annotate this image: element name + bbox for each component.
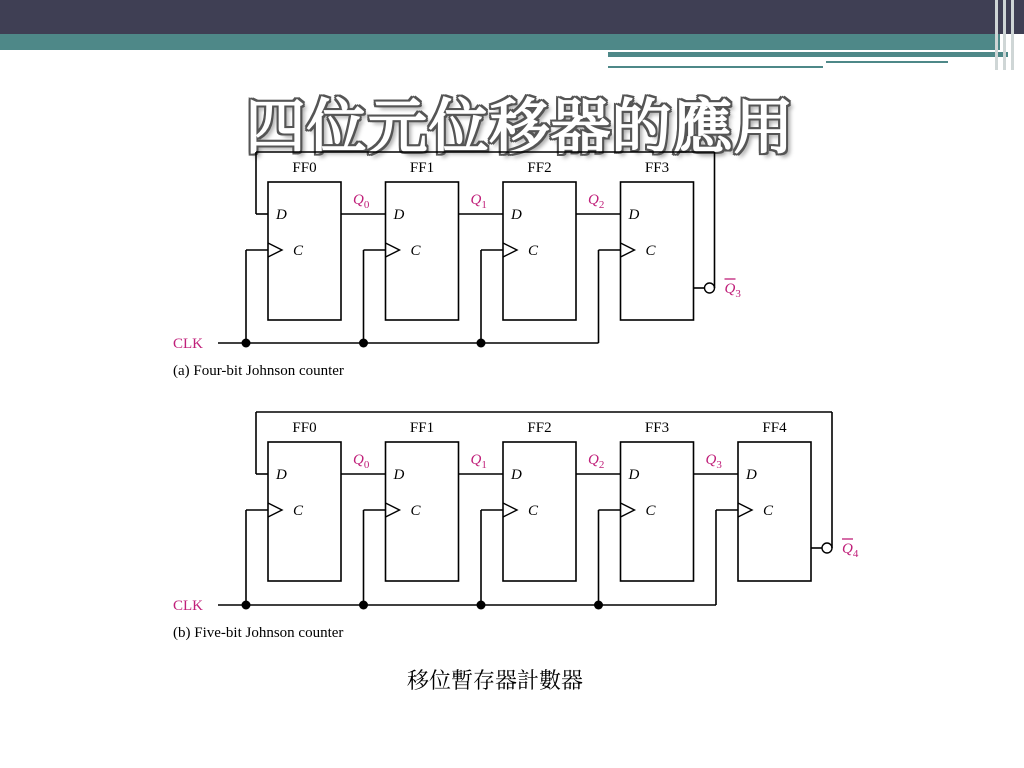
- q-output-label: $Q_2$: [588, 192, 605, 211]
- pin-d-label: D: [511, 207, 522, 223]
- flip-flop-name: FF4: [762, 420, 787, 436]
- q-output-label: $Q_3$: [705, 452, 722, 471]
- slide-caption: 移位暫存器計數器: [406, 669, 583, 694]
- flip-flop-name: FF2: [527, 420, 552, 436]
- q-output-label: $Q_0$: [353, 452, 370, 471]
- junction-dot: [359, 339, 368, 348]
- flip-flop-name: FF0: [292, 420, 317, 436]
- pin-c-label: C: [528, 243, 539, 259]
- clk-label: CLK: [173, 598, 203, 614]
- pin-c-label: C: [410, 503, 421, 519]
- pin-d-label: D: [393, 207, 405, 223]
- clk-label: CLK: [173, 336, 203, 352]
- flip-flop-name: FF3: [644, 160, 670, 176]
- q-output-label: $Q_0$: [353, 192, 370, 211]
- junction-dot: [477, 339, 486, 348]
- junction-dot: [242, 601, 251, 610]
- pin-c-label: C: [293, 243, 304, 259]
- q-bar-feedback-label: $Q_3$: [724, 281, 741, 300]
- junction-dot: [594, 601, 603, 610]
- q-bar-feedback-label: $Q_4$: [842, 541, 859, 560]
- pin-d-label: D: [276, 467, 287, 483]
- pin-c-label: C: [293, 503, 304, 519]
- junction-dot: [477, 601, 486, 610]
- inverter-bubble: [705, 283, 715, 293]
- q-output-label: $Q_1$: [470, 192, 487, 211]
- pin-d-label: D: [628, 207, 640, 223]
- pin-c-label: C: [528, 503, 539, 519]
- pin-d-label: D: [746, 467, 757, 483]
- pin-d-label: D: [628, 467, 640, 483]
- slide-title: 四位元位移器的應用: [245, 93, 795, 163]
- pin-c-label: C: [645, 503, 656, 519]
- flip-flop-name: FF1: [409, 160, 435, 176]
- pin-c-label: C: [645, 243, 656, 259]
- pin-d-label: D: [393, 467, 405, 483]
- diagram-label: (b) Five-bit Johnson counter: [173, 625, 344, 641]
- diagram-label: (a) Four-bit Johnson counter: [173, 363, 344, 379]
- pin-c-label: C: [410, 243, 421, 259]
- inverter-bubble: [822, 543, 832, 553]
- flip-flop-name: FF0: [292, 160, 317, 176]
- pin-c-label: C: [763, 503, 774, 519]
- flip-flop-name: FF1: [409, 420, 435, 436]
- flip-flop-name: FF3: [644, 420, 670, 436]
- q-output-label: $Q_2$: [588, 452, 605, 471]
- flip-flop-name: FF2: [527, 160, 552, 176]
- pin-d-label: D: [276, 207, 287, 223]
- pin-d-label: D: [511, 467, 522, 483]
- junction-dot: [242, 339, 251, 348]
- junction-dot: [359, 601, 368, 610]
- q-output-label: $Q_1$: [470, 452, 487, 471]
